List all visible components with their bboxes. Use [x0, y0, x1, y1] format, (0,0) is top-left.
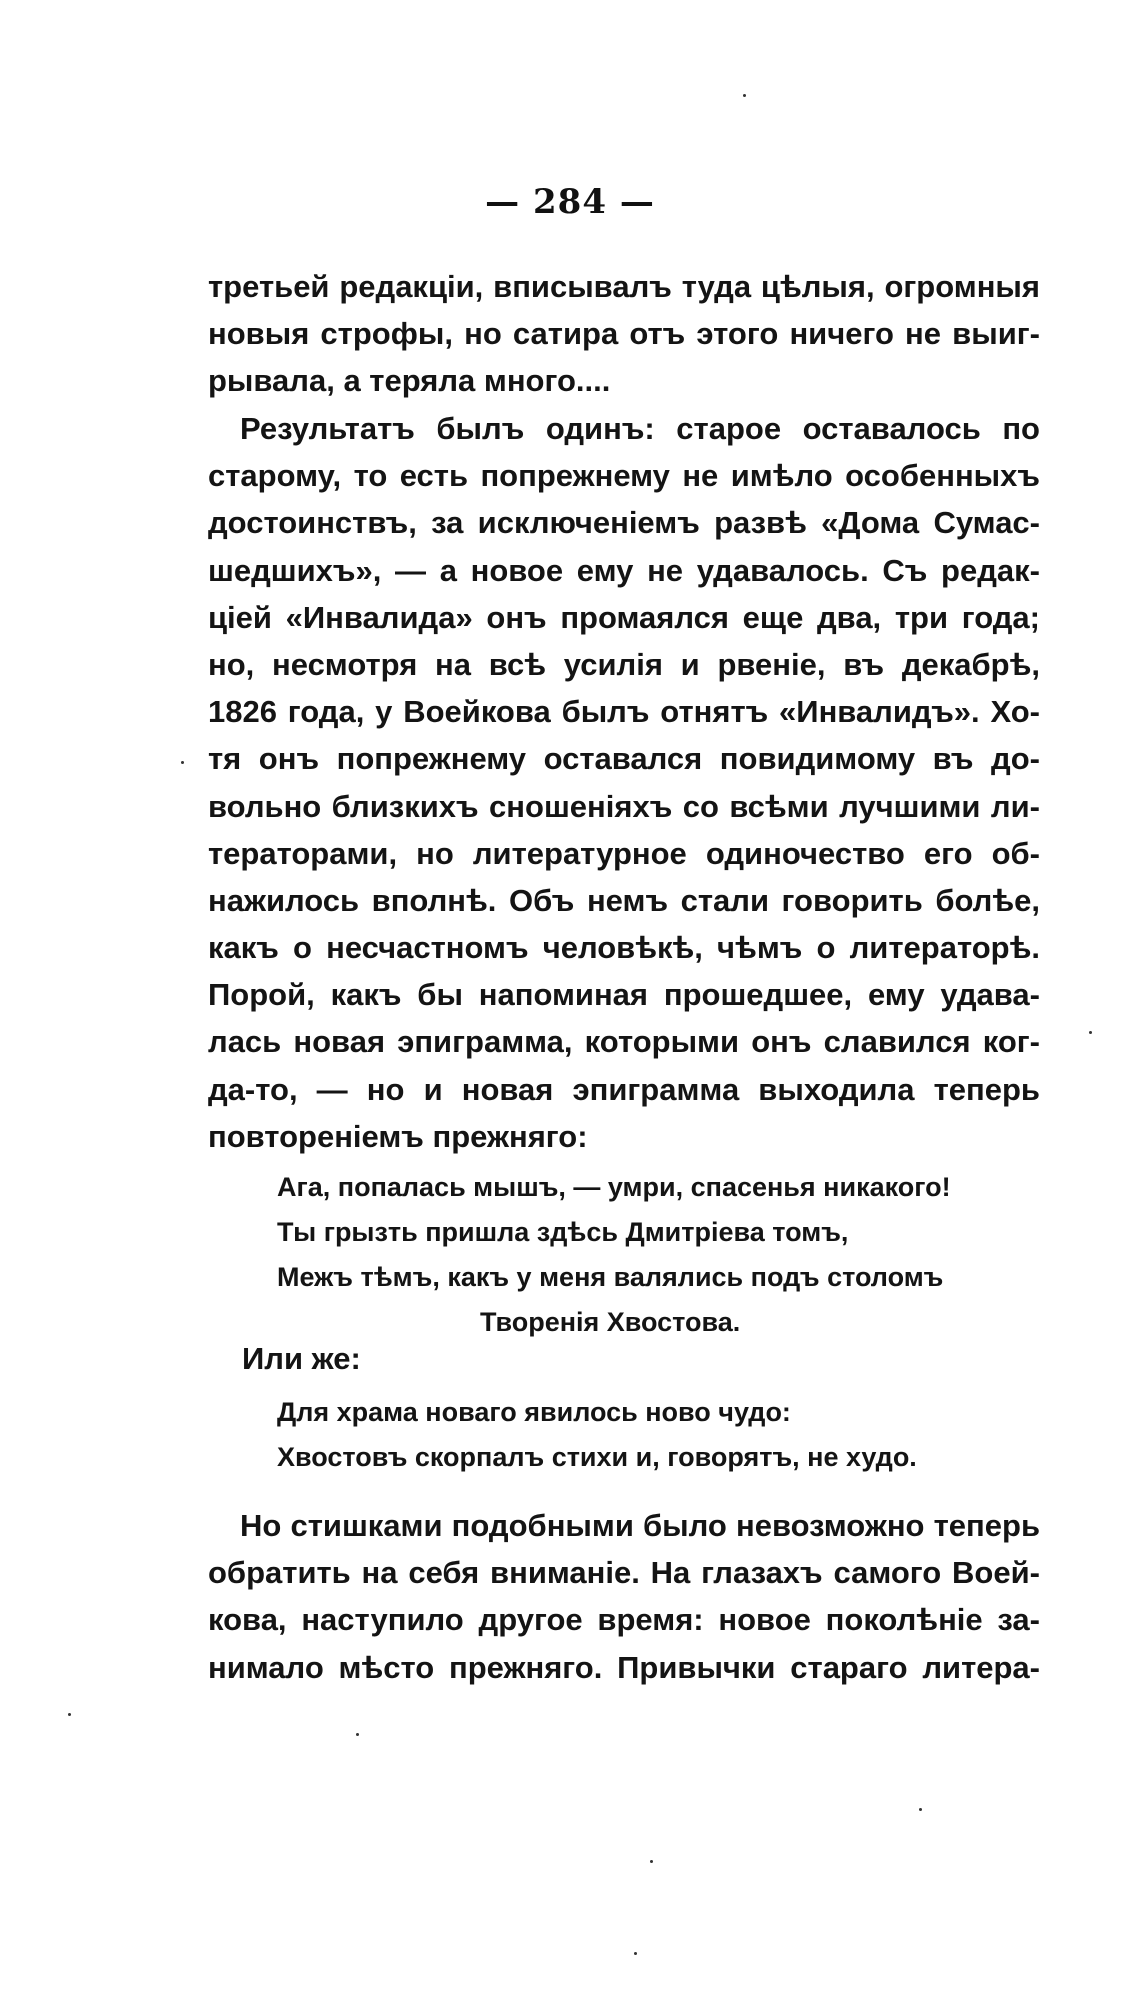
- verse-line: Ага, попалась мышъ, — умри, спасенья никакого!: [277, 1172, 951, 1202]
- text-line: рывала, а теряла много....: [208, 363, 611, 399]
- text-line: повтореніемъ прежняго:: [208, 1118, 588, 1154]
- text-line: достоинствъ, за исключеніемъ развѣ «Дома Сумас-: [208, 505, 1040, 541]
- paragraph-new-generation: [208, 1502, 1040, 1691]
- text-line: шедшихъ», — а новое ему не удавалось. Съ редак-: [208, 552, 1040, 588]
- paragraph-continuation: [208, 263, 1040, 405]
- text-line: нимало мѣсто прежняго. Привычки стараго литера-: [208, 1649, 1040, 1685]
- text-line: Результатъ былъ одинъ: старое оставалось по: [240, 411, 1040, 446]
- page-number: — 284 —: [485, 182, 655, 222]
- text-line: лась новая эпиграмма, которыми онъ славился ког-: [208, 1024, 1040, 1060]
- scan-speck: [181, 761, 184, 764]
- text-line: да-то, — но и новая эпиграмма выходила теперь: [208, 1071, 1040, 1107]
- verse-line: Хвостовъ скорпалъ стихи и, говорятъ, не худо.: [277, 1442, 917, 1472]
- text-line: третьей редакціи, вписывалъ туда цѣлыя, огромныя: [208, 269, 1040, 304]
- text-line: кова, наступило другое время: новое поколѣніе за-: [208, 1602, 1040, 1638]
- scan-speck: [743, 94, 746, 97]
- scan-speck: [68, 1713, 71, 1716]
- text-line: 1826 года, у Воейкова былъ отнятъ «Инвалидъ». Хо-: [208, 694, 1040, 730]
- epigram-mouse: [277, 1165, 951, 1345]
- epigram-temple: [277, 1390, 917, 1480]
- text-line: Но стишками подобными было невозможно теперь: [240, 1508, 1040, 1543]
- scan-speck: [650, 1860, 653, 1863]
- or-label: Или же:: [242, 1341, 361, 1376]
- verse-line: Ты грызть пришла здѣсь Дмитріева томъ,: [277, 1217, 849, 1247]
- text-line: Порой, какъ бы напоминая прошедшее, ему удава-: [208, 977, 1040, 1013]
- verse-line: Межъ тѣмъ, какъ у меня валялись подъ столомъ: [277, 1262, 944, 1292]
- text-line: обратить на себя вниманіе. На глазахъ самого Воей-: [208, 1555, 1040, 1591]
- text-line: ціей «Инвалида» онъ промаялся еще два, три года;: [208, 599, 1040, 635]
- text-line: старому, то есть попрежнему не имѣло особенныхъ: [208, 458, 1040, 494]
- text-line: но, несмотря на всѣ усилія и рвеніе, въ декабрѣ,: [208, 646, 1040, 682]
- text-line: новыя строфы, но сатира отъ этого ничего не выиг-: [208, 316, 1040, 352]
- text-line: какъ о несчастномъ человѣкѣ, чѣмъ о литераторѣ.: [208, 930, 1040, 966]
- scan-speck: [919, 1808, 922, 1811]
- text-line: нажилось вполнѣ. Объ немъ стали говорить болѣе,: [208, 882, 1040, 918]
- text-line: тя онъ попрежнему оставался повидимому въ до-: [208, 741, 1040, 777]
- verse-line: Для храма новаго явилось ново чудо:: [277, 1397, 791, 1427]
- scan-speck: [1089, 1031, 1092, 1034]
- text-line: вольно близкихъ сношеніяхъ со всѣми лучшими ли-: [208, 788, 1040, 824]
- text-line: тераторами, но литературное одиночество его об-: [208, 835, 1040, 871]
- scan-speck: [356, 1733, 359, 1736]
- verse-line: Творенія Хвостова.: [480, 1307, 741, 1337]
- paragraph-result: [208, 405, 1040, 1160]
- scan-speck: [634, 1952, 637, 1955]
